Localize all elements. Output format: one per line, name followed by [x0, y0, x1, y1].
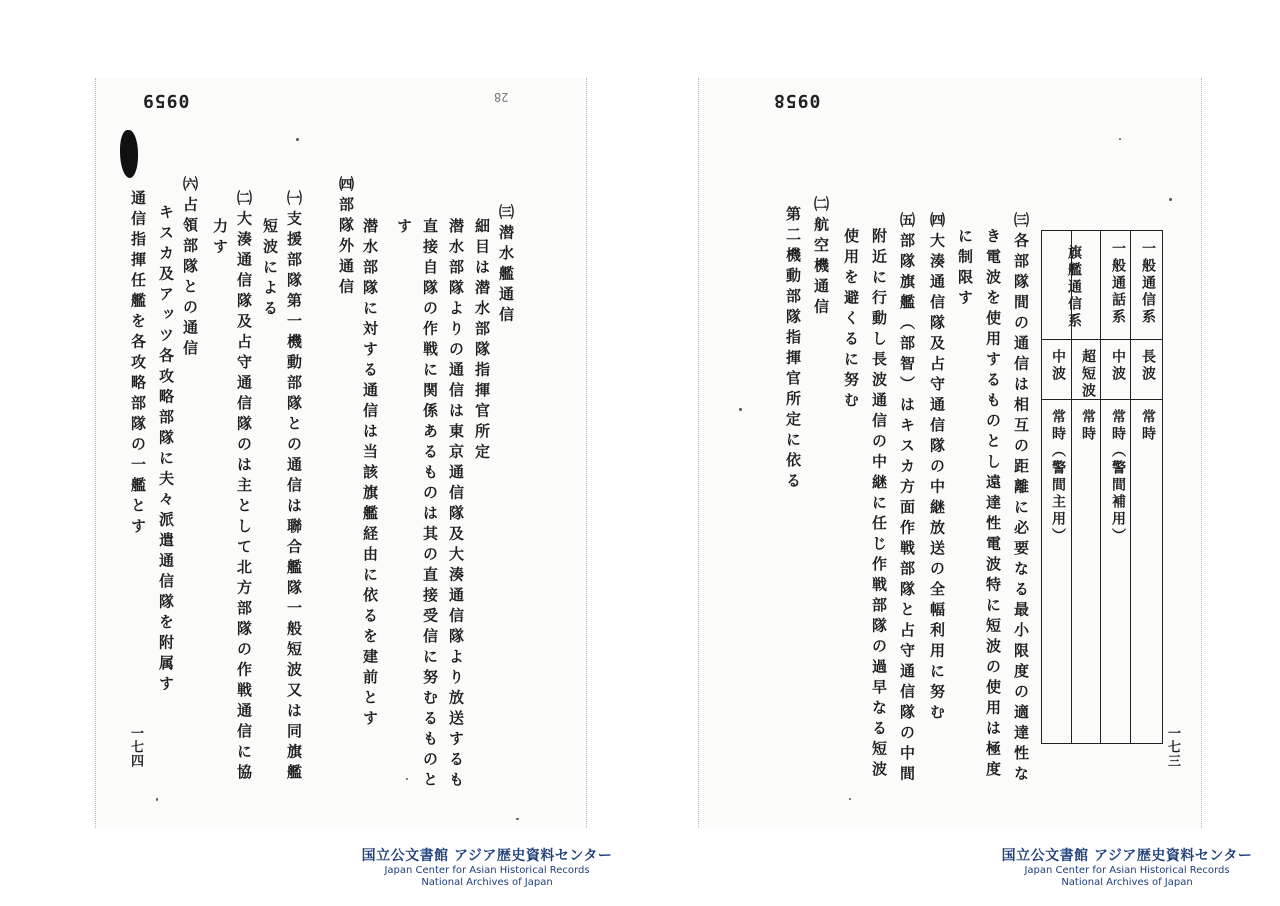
text-column: 通信指揮任艦を各攻略部隊の一艦とす [129, 190, 147, 539]
text-column: き電波を使用するものとし遠達性電波特に短波の使用は極度 [984, 228, 1002, 782]
text-column: 第二機動部隊指揮官所定に依る [784, 206, 802, 493]
table-header-row1: 一般通信系 [1140, 241, 1156, 326]
text-column: ㈢潜水艦通信 [497, 204, 515, 327]
text-column: 潜水部隊に対する通信は当該旗艦経由に依るを建前とす [361, 218, 379, 731]
table-header-row2: 一般通話系 [1110, 241, 1126, 326]
text-column: 直接自隊の作戦に関係あるものは其の直接受信に努むるものと [421, 218, 439, 792]
text-column: 使用を避くるに努む [842, 228, 860, 413]
communication-table [1041, 230, 1163, 744]
footer-jp: 国立公文書館 アジア歴史資料センター [361, 848, 613, 864]
text-column: 附近に行動し長波通信の中継に任じ作戦部隊の過早なる短波 [870, 228, 888, 782]
text-column: 力す [211, 218, 229, 259]
page-number-right: 一七三 [1165, 726, 1180, 768]
text-column: ㈢各部隊間の通信は相互の距離に必要なる最小限度の適達性な [1012, 212, 1030, 786]
archive-stamp-right: 0958 [773, 90, 821, 111]
right-document-page [698, 78, 1202, 828]
table-wave-row3b: 中波 [1050, 349, 1066, 383]
footer-en-1: Japan Center for Asian Historical Records [1024, 865, 1230, 876]
text-column: 潜水部隊よりの通信は東京通信隊及大湊通信隊より放送するも [447, 218, 465, 792]
table-wave-row2: 中波 [1110, 349, 1126, 383]
text-column: に制限す [956, 228, 974, 310]
text-column: キスカ及アッツ各攻略部隊に夫々派遣通信隊を附属す [157, 204, 175, 696]
text-column: す [395, 218, 413, 239]
table-wave-row3a: 超短波 [1080, 349, 1096, 400]
text-column: 短波による [261, 218, 279, 321]
footer-en-2: National Archives of Japan [1061, 877, 1193, 888]
table-wave-row1: 長波 [1140, 349, 1156, 383]
text-column: ㈥占領部隊との通信 [181, 176, 199, 361]
footer-en-1: Japan Center for Asian Historical Records [384, 865, 590, 876]
page-number-left: 一七四 [128, 726, 143, 768]
footer-en-2: National Archives of Japan [421, 877, 553, 888]
text-column: ㈤部隊旗艦（部智）はキスカ方面作戦部隊と占守通信隊の中間 [898, 212, 916, 786]
archive-footer-left [342, 845, 632, 889]
table-header-row3: 旗艦通信系 [1066, 245, 1082, 330]
table-time-row3b: 常時（警間主用） [1050, 409, 1066, 545]
text-column: 細目は潜水部隊指揮官所定 [473, 218, 491, 464]
footer-jp: 国立公文書館 アジア歴史資料センター [1001, 848, 1253, 864]
small-stamp-left: 28 [494, 90, 509, 104]
table-time-row2: 常時（警間補用） [1110, 409, 1126, 545]
table-time-row3a: 常時 [1080, 409, 1096, 443]
table-time-row1: 常時 [1140, 409, 1156, 443]
text-column: ㈡航空機通信 [812, 196, 830, 319]
ink-blot [120, 130, 138, 178]
archive-footer-right [982, 845, 1272, 889]
text-column: ㈣部隊外通信 [337, 176, 355, 299]
archive-stamp-left: 0959 [142, 90, 190, 111]
text-column: ㈠支援部隊第一機動部隊との通信は聯合艦隊一般短波又は同旗艦 [285, 190, 303, 785]
text-column: ㈡大湊通信隊及占守通信隊のは主として北方部隊の作戦通信に協 [235, 190, 253, 785]
left-document-page [95, 78, 587, 828]
text-column: ㈣大湊通信隊及占守通信隊の中継放送の全幅利用に努む [928, 212, 946, 725]
